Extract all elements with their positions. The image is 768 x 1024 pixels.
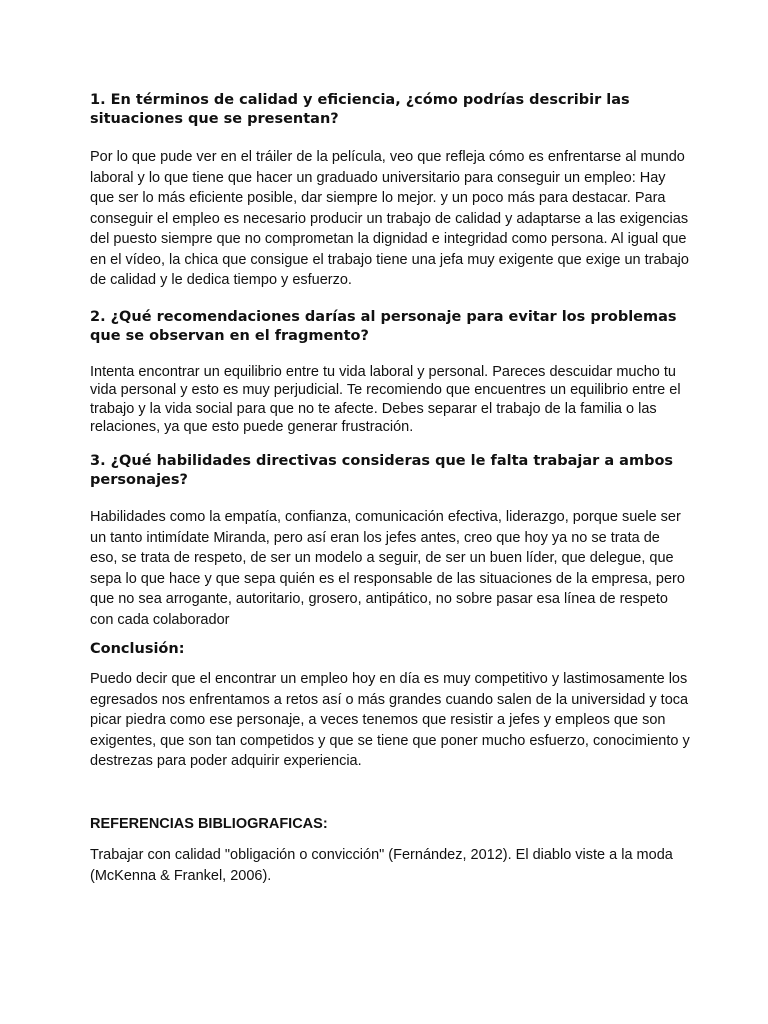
- question-3-answer: Habilidades como la empatía, confianza, comunicación efectiva, liderazgo, porque suele ser un tanto intimídate Miranda, pero así eran los jefes antes, creo que hoy ya no se trata de eso, se trata de respeto, de ser un modelo a seguir, de ser un buen líder, que delegue, que sepa lo que hace y que sepa quién es el responsable de las situaciones de la empresa, pero que no sea arrogante, autoritario, grosero, antipático, no sobre pasar esa línea de respeto con cada colaborador: [90, 509, 685, 628]
- question-2-heading: 2. ¿Qué recomendaciones darías al personaje para evitar los problemas que se observan en el fragmento?: [90, 309, 677, 344]
- question-1-heading: 1. En términos de calidad y eficiencia, ¿cómo podrías describir las situaciones que se presentan?: [90, 92, 630, 127]
- question-3-heading: 3. ¿Qué habilidades directivas consideras que le falta trabajar a ambos personajes?: [90, 453, 674, 488]
- references-title: REFERENCIAS BIBLIOGRAFICAS:: [90, 816, 328, 832]
- question-2-answer: Intenta encontrar un equilibrio entre tu vida laboral y personal. Pareces descuidar mucho tu vida personal y esto es muy perjudicial. Te recomiendo que encuentres un equilibrio entre el trabajo y la vida social para que no te afecte. Debes separar el trabajo de la familia o las relaciones, ya que esto puede generar frustración.: [90, 364, 681, 435]
- references-body: Trabajar con calidad "obligación o convicción" (Fernández, 2012). El diablo viste a la moda (McKenna & Frankel, 2006).: [90, 847, 673, 884]
- question-1-answer: Por lo que pude ver en el tráiler de la película, veo que refleja cómo es enfrentarse al mundo laboral y lo que tiene que hacer un graduado universitario para conseguir un empleo: Hay que ser lo más eficiente posible, dar siempre lo mejor. y un poco más para destacar. Para conseguir el empleo es necesario producir un trabajo de calidad y adaptarse a las exigencias del puesto siempre que no comprometan la dignidad e integridad como persona. Al igual que en el vídeo, la chica que consigue el trabajo tiene una jefa muy exigente que exige un trabajo de calidad y le dedica tiempo y esfuerzo.: [90, 149, 689, 288]
- conclusion-heading: Conclusión:: [90, 641, 185, 657]
- conclusion-body: Puedo decir que el encontrar un empleo hoy en día es muy competitivo y lastimosamente los egresados nos enfrentamos a retos así o más grandes cuando salen de la universidad y toca picar piedra como ese personaje, a veces tenemos que resistir a jefes y empleos que son exigentes, que son tan competidos y que se tiene que poner mucho esfuerzo, conocimiento y destrezas para poder adquirir experiencia.: [90, 671, 690, 769]
